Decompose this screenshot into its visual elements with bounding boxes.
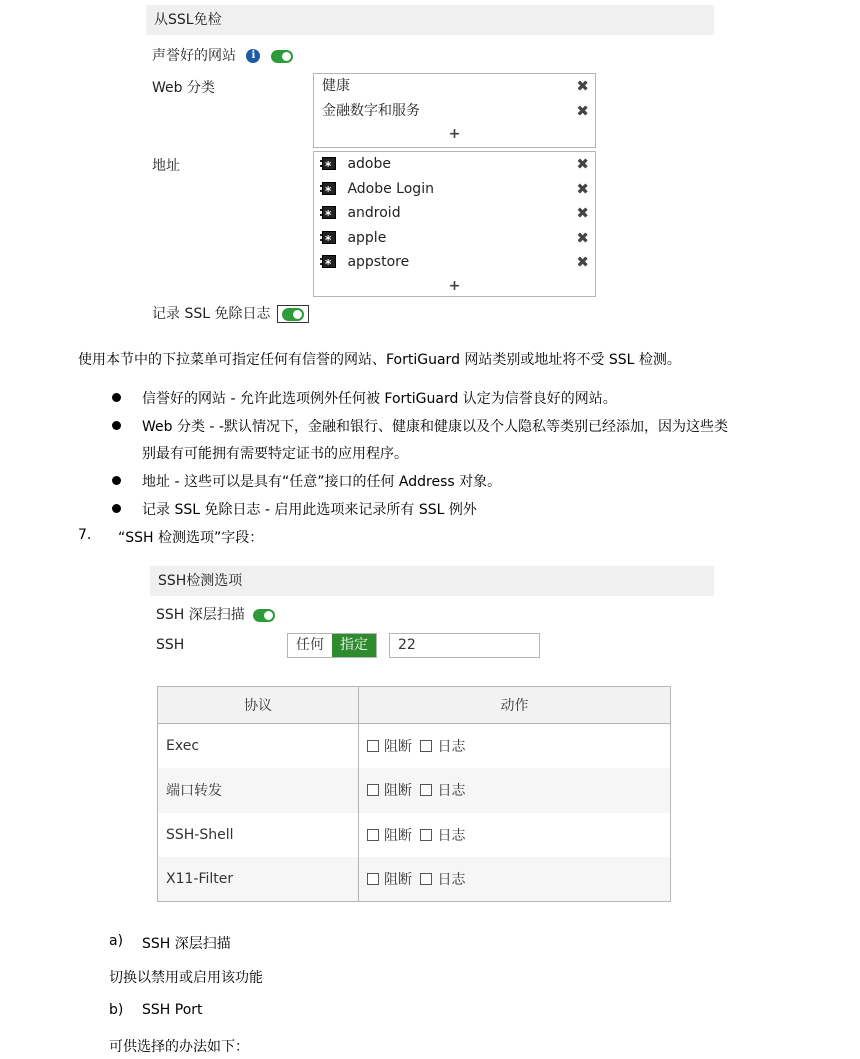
bullet-dot xyxy=(112,504,121,513)
log-checkbox[interactable] xyxy=(420,740,432,752)
remove-icon[interactable]: ✖ xyxy=(576,179,589,198)
table-row xyxy=(158,724,671,769)
list-item xyxy=(314,177,595,202)
sub-b-label: b) xyxy=(109,1002,124,1018)
table-row xyxy=(158,813,671,858)
ssh-deep-scan-label: SSH 深层扫描 xyxy=(156,607,245,623)
reputable-sites-toggle[interactable] xyxy=(271,50,293,63)
sub-b-text: SSH Port xyxy=(142,1002,203,1018)
bullet-dot xyxy=(112,421,121,430)
log-exempt-row xyxy=(152,303,309,325)
log-label: 日志 xyxy=(437,872,466,888)
add-web-category-button[interactable]: + xyxy=(448,126,461,142)
ssh-port-input[interactable]: 22 xyxy=(389,633,540,658)
address-item: android xyxy=(347,205,401,221)
bullet-dot xyxy=(112,476,121,485)
list-item xyxy=(314,201,595,226)
address-item: apple xyxy=(347,229,387,246)
web-category-label: Web 分类 xyxy=(152,80,215,96)
ssh-label: SSH xyxy=(156,637,185,653)
remove-icon[interactable]: ✖ xyxy=(576,228,589,247)
block-label: 阻断 xyxy=(384,739,412,755)
sub-a-text: SSH 深层扫描 xyxy=(142,936,231,952)
action-cell xyxy=(359,724,671,769)
bullet-reputable: 信誉好的网站 - 允许此选项例外任何被 FortiGuard 认定为信誉良好的网站。 xyxy=(142,391,617,407)
add-address-button[interactable]: + xyxy=(448,277,461,294)
protocol-name: X11-Filter xyxy=(158,857,359,902)
web-category-list xyxy=(313,73,596,148)
ssh-deep-scan-toggle[interactable] xyxy=(253,609,275,622)
log-checkbox[interactable] xyxy=(420,873,432,885)
bullet-web-category-cont: 别最有可能拥有需要特定证书的应用程序。 xyxy=(142,446,408,462)
address-item: adobe xyxy=(347,156,391,172)
table-row xyxy=(158,857,671,902)
col-action-header: 动作 xyxy=(359,687,671,724)
reputable-sites-row xyxy=(152,46,293,66)
sub-a-label: a) xyxy=(109,933,124,949)
address-object-icon xyxy=(322,231,336,244)
log-exempt-toggle[interactable] xyxy=(282,308,304,321)
list-item xyxy=(314,99,595,124)
log-label: 日志 xyxy=(437,783,466,800)
seg-specify-button[interactable]: 指定 xyxy=(332,634,376,657)
ssh-options-header: SSH检测选项 xyxy=(150,566,714,596)
ssh-protocol-table xyxy=(157,686,671,902)
block-label: 阻断 xyxy=(384,872,412,888)
ssh-protocol-table-wrap xyxy=(157,686,671,902)
block-checkbox[interactable] xyxy=(367,784,379,796)
sub-b-desc: 可供选择的办法如下： xyxy=(109,1039,249,1055)
log-checkbox[interactable] xyxy=(420,829,432,841)
info-icon[interactable]: i xyxy=(246,49,260,63)
action-cell xyxy=(359,857,671,902)
sub-a-desc: 切换以禁用或启用该功能 xyxy=(109,970,263,986)
address-label: 地址 xyxy=(152,158,180,174)
list-item xyxy=(314,250,595,275)
list-item xyxy=(314,74,595,99)
protocol-name: SSH-Shell xyxy=(158,813,359,858)
block-checkbox[interactable] xyxy=(367,740,379,752)
log-exempt-label: 记录 SSL 免除日志 xyxy=(152,306,271,322)
bullet-web-category: Web 分类 - -默认情况下，金融和银行、健康和健康以及个人隐私等类别已经添加，因为这些类 xyxy=(142,419,728,435)
address-object-icon xyxy=(322,206,336,219)
address-object-icon xyxy=(322,157,336,170)
block-checkbox[interactable] xyxy=(367,829,379,841)
block-checkbox[interactable] xyxy=(367,873,379,885)
remove-icon[interactable]: ✖ xyxy=(576,253,589,271)
log-label: 日志 xyxy=(437,827,466,844)
item7-text: “SSH 检测选项”字段： xyxy=(118,530,264,546)
intro-paragraph: 使用本节中的下拉菜单可指定任何有信誉的网站、FortiGuard 网站类别或地址将不受 SSL 检测。 xyxy=(78,352,681,368)
action-cell xyxy=(359,813,671,858)
address-object-icon xyxy=(322,255,336,268)
address-item: appstore xyxy=(347,254,410,270)
reputable-sites-label: 声誉好的网站 xyxy=(152,48,236,64)
log-exempt-toggle-frame xyxy=(277,305,309,323)
web-category-item: 健康 xyxy=(322,78,350,94)
bullet-dot xyxy=(112,393,121,402)
remove-icon[interactable]: ✖ xyxy=(576,77,589,95)
block-label: 阻断 xyxy=(384,783,412,800)
action-cell xyxy=(359,768,671,813)
protocol-name: 端口转发 xyxy=(158,768,359,813)
address-object-icon xyxy=(322,182,336,195)
list-item xyxy=(314,152,595,177)
bullet-log: 记录 SSL 免除日志 - 启用此选项来记录所有 SSL 例外 xyxy=(142,502,477,518)
log-checkbox[interactable] xyxy=(420,784,432,796)
address-list xyxy=(313,151,596,297)
table-row xyxy=(158,768,671,813)
seg-any-button[interactable]: 任何 xyxy=(296,637,324,653)
remove-icon[interactable]: ✖ xyxy=(576,155,589,173)
remove-icon[interactable]: ✖ xyxy=(576,101,589,120)
item7-number: 7. xyxy=(78,527,92,543)
address-item: Adobe Login xyxy=(347,180,434,197)
bullet-address: 地址 - 这些可以是具有“任意”接口的任何 Address 对象。 xyxy=(142,474,502,490)
ssh-port-mode-selector xyxy=(287,633,377,658)
block-label: 阻断 xyxy=(384,827,412,844)
web-category-item: 金融数字和服务 xyxy=(322,102,420,119)
ssh-deep-scan-row xyxy=(156,605,275,625)
remove-icon[interactable]: ✖ xyxy=(576,204,589,222)
col-protocol-header: 协议 xyxy=(158,687,359,724)
log-label: 日志 xyxy=(437,739,466,755)
protocol-name: Exec xyxy=(158,724,359,769)
ssl-exempt-header: 从SSL免检 xyxy=(146,5,714,35)
list-item xyxy=(314,226,595,251)
